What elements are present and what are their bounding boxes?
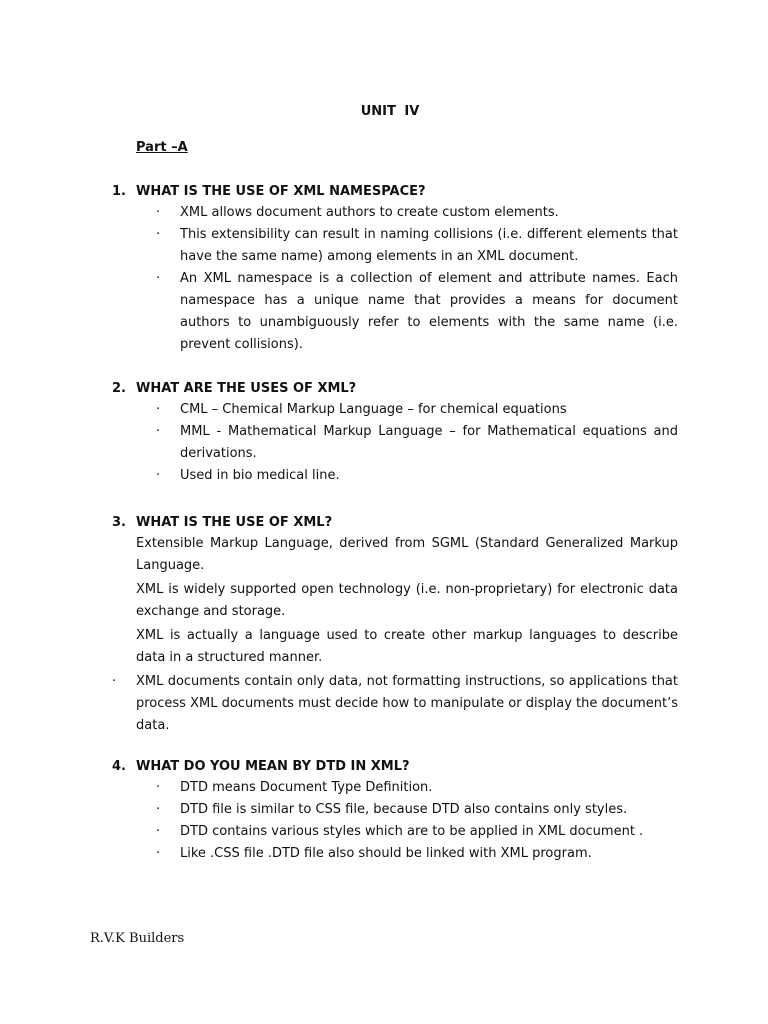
bullet-icon: · bbox=[156, 780, 161, 795]
bullet-list bbox=[112, 202, 678, 356]
page-footer: R.V.K Builders bbox=[90, 931, 185, 946]
question-heading bbox=[112, 182, 678, 202]
part-title: Part –A bbox=[136, 140, 188, 155]
list-item bbox=[112, 202, 678, 224]
question-title: WHAT ARE THE USES OF XML? bbox=[136, 381, 357, 396]
bullet-text: Like .CSS file .DTD file also should be linked with XML program. bbox=[180, 846, 592, 861]
list-item bbox=[112, 843, 678, 865]
question-title: WHAT DO YOU MEAN BY DTD IN XML? bbox=[136, 759, 410, 774]
question-number: 1. bbox=[112, 184, 126, 199]
bullet-text: MML - Mathematical Markup Language – for Mathematical equations and derivations. bbox=[180, 424, 678, 461]
list-item bbox=[112, 799, 678, 821]
bullet-text: DTD means Document Type Definition. bbox=[180, 780, 433, 795]
answer-paragraph: Extensible Markup Language, derived from SGML (Standard Generalized Markup Language. bbox=[136, 536, 678, 573]
bullet-text: XML documents contain only data, not formatting instructions, so applications that process XML documents must decide how to manipulate or display the document’s data. bbox=[136, 674, 678, 733]
question-heading bbox=[112, 757, 678, 777]
unit-title: UNIT IV bbox=[360, 104, 420, 119]
bullet-icon: · bbox=[112, 674, 117, 689]
bullet-icon: · bbox=[156, 424, 161, 439]
question-number: 2. bbox=[112, 381, 126, 396]
question-title: WHAT IS THE USE OF XML? bbox=[136, 515, 333, 530]
bullet-text: DTD contains various styles which are to be applied in XML document . bbox=[180, 824, 644, 839]
bullet-text: An XML namespace is a collection of element and attribute names. Each namespace has a unique name that provides a means for document authors to unambiguously refer to elements with the same name (i.e. prevent collisions). bbox=[180, 271, 678, 352]
bullet-icon: · bbox=[156, 824, 161, 839]
list-item bbox=[112, 465, 678, 487]
bullet-text: This extensibility can result in naming collisions (i.e. different elements that have the same name) among elements in an XML document. bbox=[180, 227, 678, 264]
question-1 bbox=[112, 182, 678, 356]
bullet-icon: · bbox=[156, 802, 161, 817]
bullet-text: CML – Chemical Markup Language – for chemical equations bbox=[180, 402, 567, 417]
answer-paragraphs bbox=[112, 533, 678, 737]
question-heading bbox=[112, 379, 678, 399]
list-item bbox=[112, 224, 678, 268]
bullet-list bbox=[112, 777, 678, 865]
list-item bbox=[112, 821, 678, 843]
bullet-text: DTD file is similar to CSS file, because DTD also contains only styles. bbox=[180, 802, 628, 817]
outer-bullet-item bbox=[112, 671, 678, 737]
list-item bbox=[112, 268, 678, 356]
bullet-icon: · bbox=[156, 271, 161, 286]
list-item bbox=[112, 399, 678, 421]
answer-paragraph: XML is actually a language used to create other markup languages to describe data in a structured manner. bbox=[136, 628, 678, 665]
question-title: WHAT IS THE USE OF XML NAMESPACE? bbox=[136, 184, 426, 199]
list-item bbox=[112, 777, 678, 799]
bullet-icon: · bbox=[156, 205, 161, 220]
question-heading bbox=[112, 513, 678, 533]
bullet-icon: · bbox=[156, 846, 161, 861]
bullet-icon: · bbox=[156, 227, 161, 242]
bullet-icon: · bbox=[156, 468, 161, 483]
bullet-text: Used in bio medical line. bbox=[180, 468, 340, 483]
answer-paragraph: XML is widely supported open technology (i.e. non-proprietary) for electronic data exchange and storage. bbox=[136, 582, 678, 619]
bullet-icon: · bbox=[156, 402, 161, 417]
question-4 bbox=[112, 757, 678, 865]
bullet-text: XML allows document authors to create custom elements. bbox=[180, 205, 559, 220]
question-2 bbox=[112, 379, 678, 487]
question-3 bbox=[112, 513, 678, 737]
question-number: 3. bbox=[112, 515, 126, 530]
bullet-list bbox=[112, 399, 678, 487]
question-number: 4. bbox=[112, 759, 126, 774]
list-item bbox=[112, 421, 678, 465]
